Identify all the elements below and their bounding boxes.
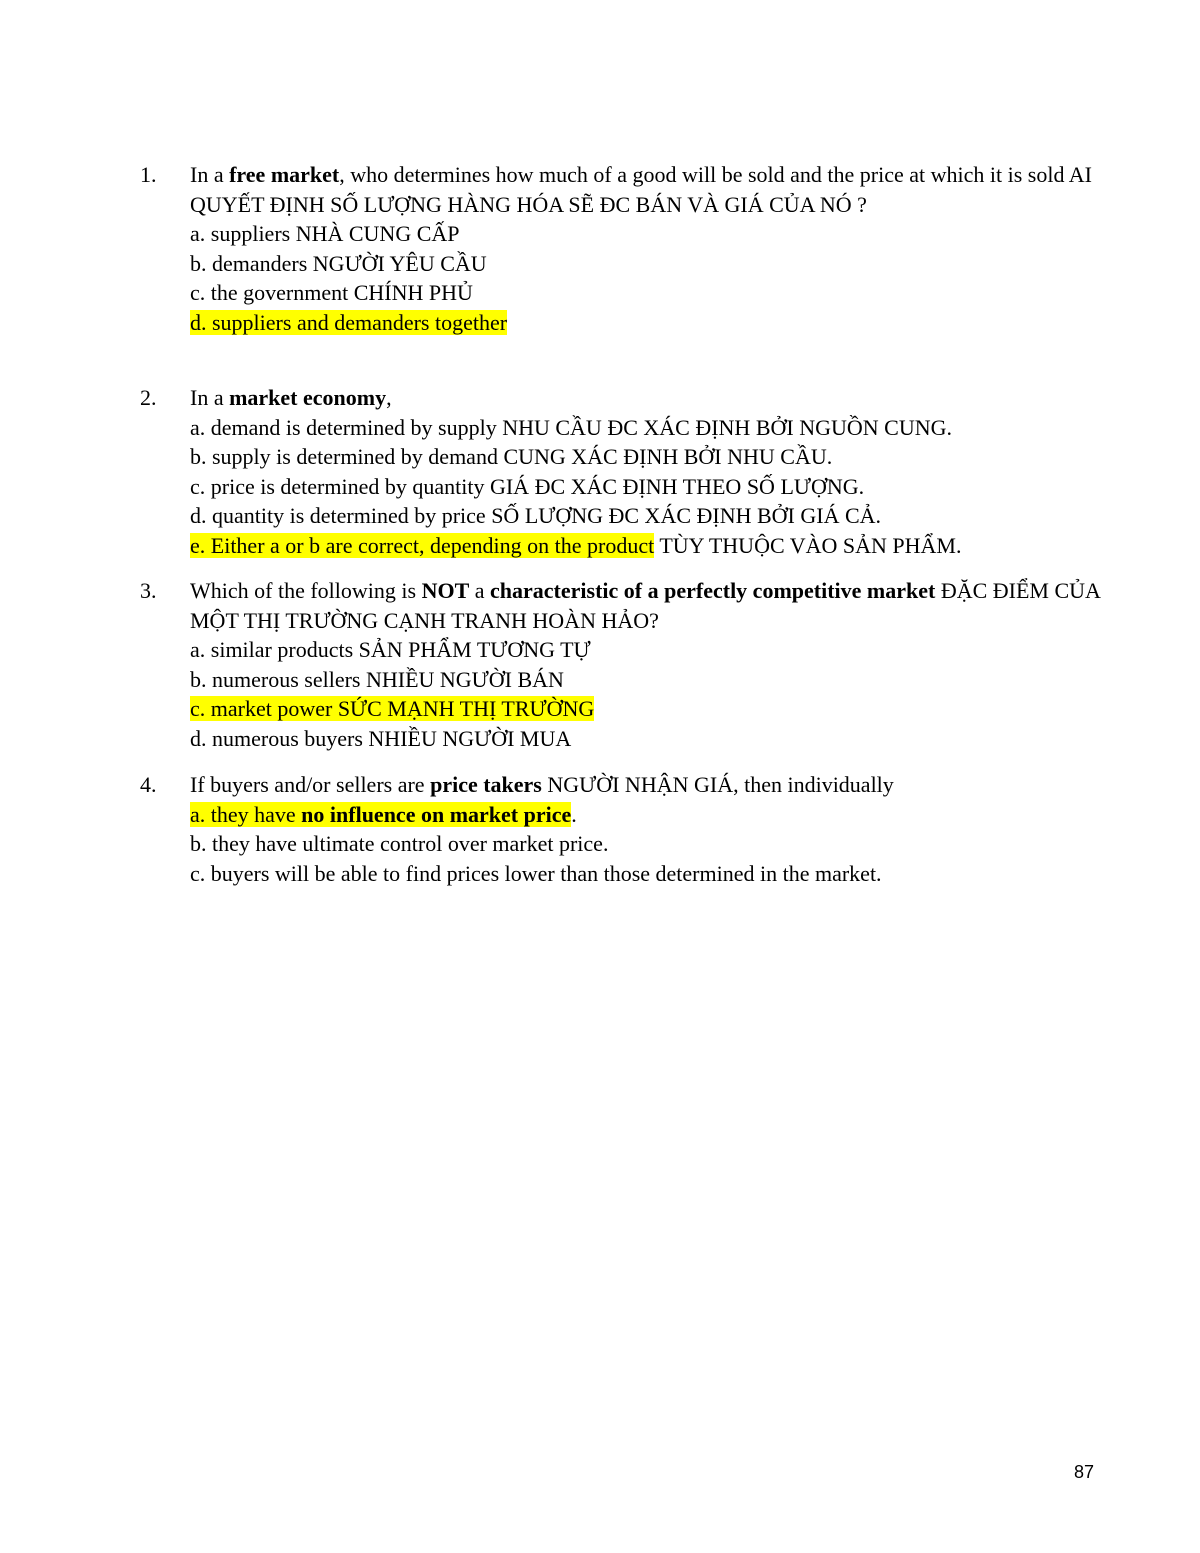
question-stem bbox=[140, 160, 1100, 219]
question-2 bbox=[140, 383, 1100, 560]
question-number: 2. bbox=[140, 385, 157, 410]
page-number: 87 bbox=[1074, 1462, 1095, 1482]
key-term: no influence on market price bbox=[301, 801, 572, 827]
option-a: a. suppliers NHÀ CUNG CẤP bbox=[190, 221, 460, 246]
option-c-answer bbox=[140, 694, 1100, 724]
option-a: a. similar products SẢN PHẨM TƯƠNG TỰ bbox=[190, 637, 591, 662]
question-text: If buyers and/or sellers are price takers NGƯỜI NHẬN GIÁ, then individually bbox=[190, 772, 894, 797]
option-a: a. demand is determined by supply NHU CẦU ĐC XÁC ĐỊNH BỞI NGUỒN CUNG. bbox=[190, 414, 952, 440]
question-3 bbox=[140, 576, 1100, 753]
answer-highlight: a. they have no influence on market price bbox=[190, 801, 572, 827]
question-stem bbox=[140, 576, 1100, 635]
question-stem bbox=[140, 770, 1100, 800]
option-c: c. price is determined by quantity GIÁ ĐC XÁC ĐỊNH THEO SỐ LƯỢNG. bbox=[190, 473, 865, 499]
question-number: 1. bbox=[140, 162, 157, 187]
question-number: 3. bbox=[140, 578, 157, 603]
key-term: NOT bbox=[421, 578, 470, 603]
option-b: b. numerous sellers NHIỀU NGƯỜI BÁN bbox=[190, 666, 564, 692]
key-term: free market bbox=[229, 162, 340, 187]
option-c: c. buyers will be able to find prices lower than those determined in the market. bbox=[190, 860, 882, 886]
option-e-answer: e. Either a or b are correct, depending on the product TÙY THUỘC VÀO SẢN PHẨM. bbox=[190, 532, 962, 558]
option-b: b. they have ultimate control over market price. bbox=[190, 831, 609, 856]
key-term: market economy bbox=[229, 385, 387, 410]
answer-highlight: c. market power SỨC MẠNH THỊ TRƯỜNG bbox=[190, 696, 595, 721]
question-text: Which of the following is NOT a characteristic of a perfectly competitive market ĐẶC ĐIỂM CỦA MỘT THỊ TRƯỜNG CẠNH TRANH HOÀN HẢO? bbox=[190, 578, 1100, 633]
option-b: b. supply is determined by demand CUNG XÁC ĐỊNH BỞI NHU CẦU. bbox=[190, 444, 833, 469]
answer-highlight: d. suppliers and demanders together bbox=[190, 309, 508, 335]
question-1 bbox=[140, 160, 1100, 337]
option-a-answer: a. they have no influence on market price. bbox=[190, 801, 577, 827]
option-c: c. the government CHÍNH PHỦ bbox=[190, 280, 473, 305]
question-4 bbox=[140, 770, 1100, 888]
key-term: price takers bbox=[430, 772, 542, 797]
key-term: characteristic of a perfectly competitive market bbox=[490, 578, 936, 603]
option-d-answer bbox=[140, 308, 1100, 338]
question-text: In a market economy, bbox=[190, 385, 392, 410]
question-text: In a free market, who determines how much of a good will be sold and the price at which it is sold AI QUYẾT ĐỊNH SỐ LƯỢNG HÀNG HÓA SẼ ĐC BÁN VÀ GIÁ CỦA NÓ ? bbox=[190, 162, 1092, 217]
option-d: d. quantity is determined by price SỐ LƯỢNG ĐC XÁC ĐỊNH BỞI GIÁ CẢ. bbox=[190, 503, 882, 528]
answer-highlight: e. Either a or b are correct, depending on the product bbox=[190, 532, 655, 558]
option-b: b. demanders NGƯỜI YÊU CẦU bbox=[190, 250, 487, 276]
question-number: 4. bbox=[140, 772, 157, 797]
question-stem bbox=[140, 383, 1100, 413]
option-d: d. numerous buyers NHIỀU NGƯỜI MUA bbox=[190, 725, 572, 751]
